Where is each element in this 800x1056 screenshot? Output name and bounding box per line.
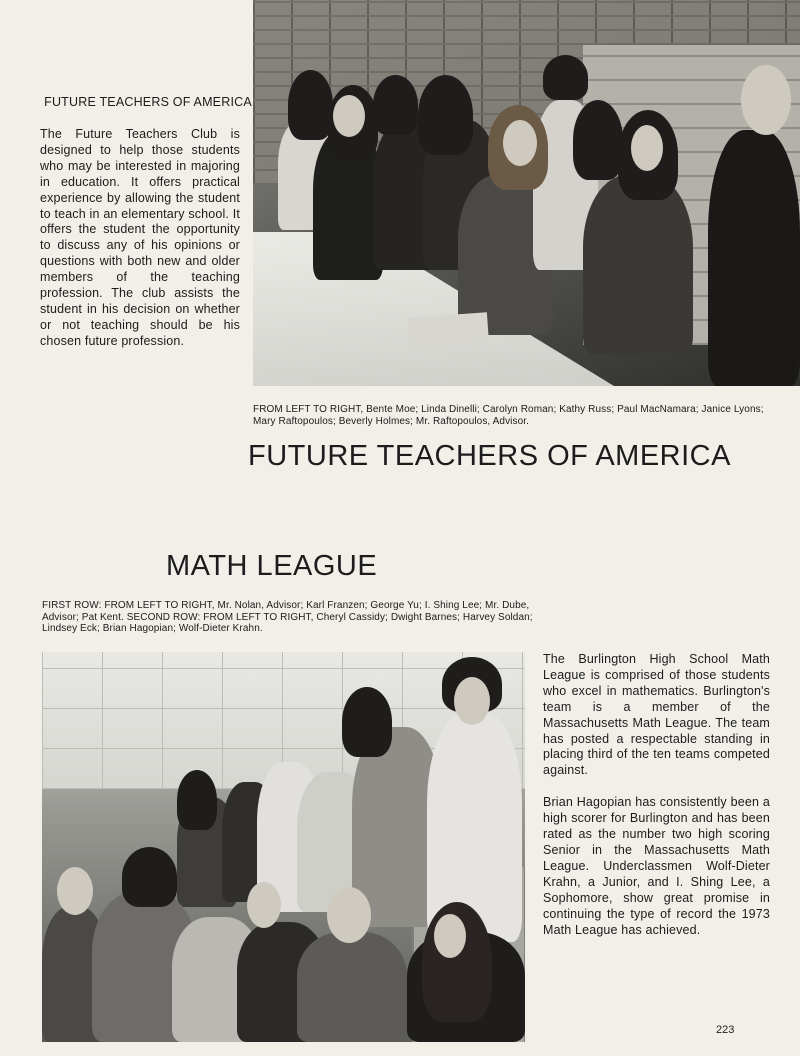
- student-face: [333, 95, 365, 137]
- math-paragraph-1: The Burlington High School Math League is comprised of those students who excel in mathematics. Burlington's team is a member of the Massachusetts Math League. The team has posted a respectable standing in placing third of the ten teams competed against.: [543, 652, 770, 778]
- student-hair: [288, 70, 333, 140]
- student-figure: [708, 130, 800, 386]
- student-figure: [583, 175, 693, 355]
- math-group-photo: [42, 652, 525, 1042]
- fta-description: The Future Teachers Club is designed to help those students who may be interested in majoring in education. It offers practical experience by allowing the student to teach in an elementary school. It offers the student the opportunity to discuss any of his opinions or questions with both new and older members of the teaching profession. The club assists the student in his decision on whether or not teaching should be his chosen future profession.: [40, 127, 240, 348]
- fta-group-photo: [253, 0, 800, 386]
- student-face: [503, 120, 537, 166]
- fta-section-heading: FUTURE TEACHERS OF AMERICA: [248, 440, 731, 472]
- student-hair: [373, 75, 418, 135]
- student-figure: [297, 932, 407, 1042]
- student-face: [454, 677, 490, 725]
- fta-photo-caption: FROM LEFT TO RIGHT, Bente Moe; Linda Dinelli; Carolyn Roman; Kathy Russ; Paul MacNamara; Janice Lyons; Mary Raftopoulos; Beverly Holmes; Mr. Raftopoulos, Advisor.: [253, 404, 764, 427]
- advisor-head: [741, 65, 791, 135]
- math-section-heading: MATH LEAGUE: [166, 550, 378, 582]
- student-face: [434, 914, 466, 958]
- student-hair: [418, 75, 473, 155]
- student-face: [57, 867, 93, 915]
- page-number: 223: [716, 1024, 735, 1036]
- math-paragraph-2: Brian Hagopian has consistently been a high scorer for Burlington and has been rated as the number two high scoring Senior in the Massachusetts Math League. Underclassmen Wolf-Dieter Krahn, a Junior, and I. Shing Lee, a Sophomore, show great promise in continuing the type of record the 1973 Math League has achieved.: [543, 795, 770, 937]
- student-face: [247, 882, 281, 928]
- book: [407, 312, 489, 348]
- math-photo-caption: FIRST ROW: FROM LEFT TO RIGHT, Mr. Nolan, Advisor; Karl Franzen; George Yu; I. Shing Lee; Mr. Dube, Advisor; Pat Kent. SECOND ROW: FROM LEFT TO RIGHT, Cheryl Cassidy; Dwight Barnes; Harvey Soldan; Lindsey Eck; Brian Hagopian; Wolf-Dieter Krahn.: [42, 600, 533, 634]
- fta-side-title: FUTURE TEACHERS OF AMERICA: [44, 95, 252, 109]
- advisor-head: [327, 887, 371, 943]
- student-face: [631, 125, 663, 171]
- student-hair: [177, 770, 217, 830]
- student-hair: [573, 100, 623, 180]
- student-hair: [342, 687, 392, 757]
- student-hair: [543, 55, 588, 100]
- math-description: [543, 652, 770, 954]
- student-hair: [122, 847, 177, 907]
